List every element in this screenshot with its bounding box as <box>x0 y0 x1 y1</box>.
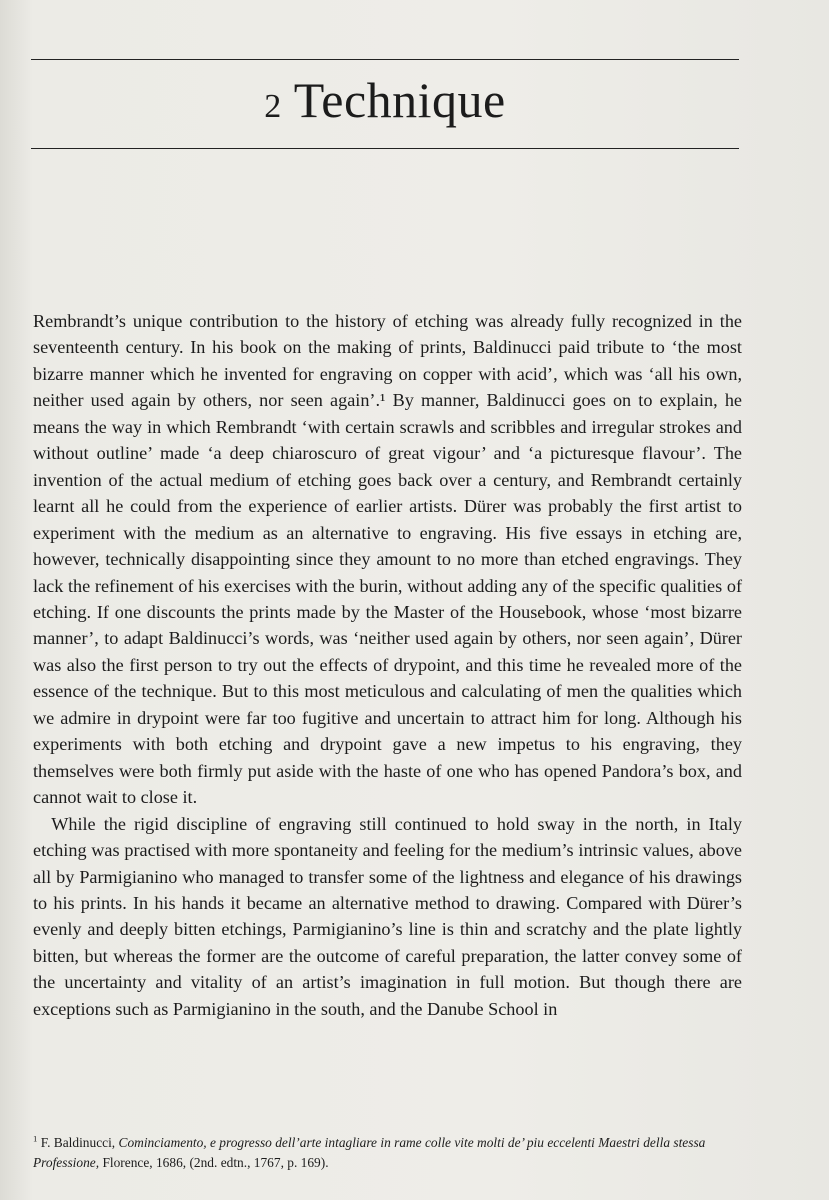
paragraph-1: Rembrandt’s unique contribution to the history of etching was already fully recognized in the seventeenth century. In his book on the making of prints, Baldinucci paid tribute to ‘the most bizarre manner which he invented for engraving on copper with acid’, which was ‘all his own, neither used again by others, nor seen again’.¹ By manner, Baldinucci goes on to explain, he means the way in which Rembrandt ‘with certain scrawls and scribbles and irregular strokes and without outline’ made ‘a deep chiaroscuro of great vigour’ and ‘a picturesque flavour’. The invention of the actual medium of etching goes back over a century, and Rembrandt certainly learnt all he could from the experience of earlier artists. Dürer was probably the first artist to experiment with the medium as an alternative to engraving. His five essays in etching are, however, technically disappointing since they amount to no more than etched engravings. They lack the refinement of his exercises with the burin, without adding any of the specific qualities of etching. If one discounts the prints made by the Master of the Housebook, whose ‘most bizarre manner’, to adapt Baldinucci’s words, was ‘neither used again by others, nor seen again’, Dürer was also the first person to try out the effects of drypoint, and this time he revealed more of the essence of the technique. But to this most meticulous and calculating of men the qualities which we admire in drypoint were far too fugitive and uncertain to attract him for long. Although his experiments with both etching and drypoint gave a new impetus to his engraving, they themselves were both firmly put aside with the haste of one who has opened Pandora’s box, and cannot wait to close it. <box>33 311 742 808</box>
chapter-heading <box>31 68 739 139</box>
chapter-title: Technique <box>293 72 506 128</box>
paragraph-2: While the rigid discipline of engraving still continued to hold sway in the north, in Italy etching was practised with more spontaneity and feeling for the medium’s intrinsic values, above all by Parmigianino who managed to transfer some of the lightness and elegance of his drawings to his prints. In his hands it became an alternative method to drawing. Compared with Dürer’s evenly and deeply bitten etchings, Parmigianino’s line is thin and scratchy and the plate lightly bitten, but whereas the former are the outcome of careful preparation, the latter convey some of the uncertainty and vitality of an artist’s imagination in full motion. But though there are exceptions such as Parmigianino in the south, and the Danube School in <box>33 813 742 1019</box>
footnote-title: Cominciamento, e progresso dell’arte intagliare in rame colle vite molti de’ piu eccelenti Maestri della stessa Professione, <box>33 1135 706 1170</box>
heading-bottom-rule <box>31 148 739 149</box>
footnote-details: Florence, 1686, (2nd. edtn., 1767, p. 169). <box>102 1155 329 1170</box>
body-text <box>33 308 742 1022</box>
top-rule <box>31 59 739 60</box>
footnote-marker: 1 <box>33 1133 38 1144</box>
chapter-number: 2 <box>264 88 282 125</box>
footnote-author: F. Baldinucci, <box>40 1135 116 1150</box>
footnote <box>33 1133 747 1173</box>
